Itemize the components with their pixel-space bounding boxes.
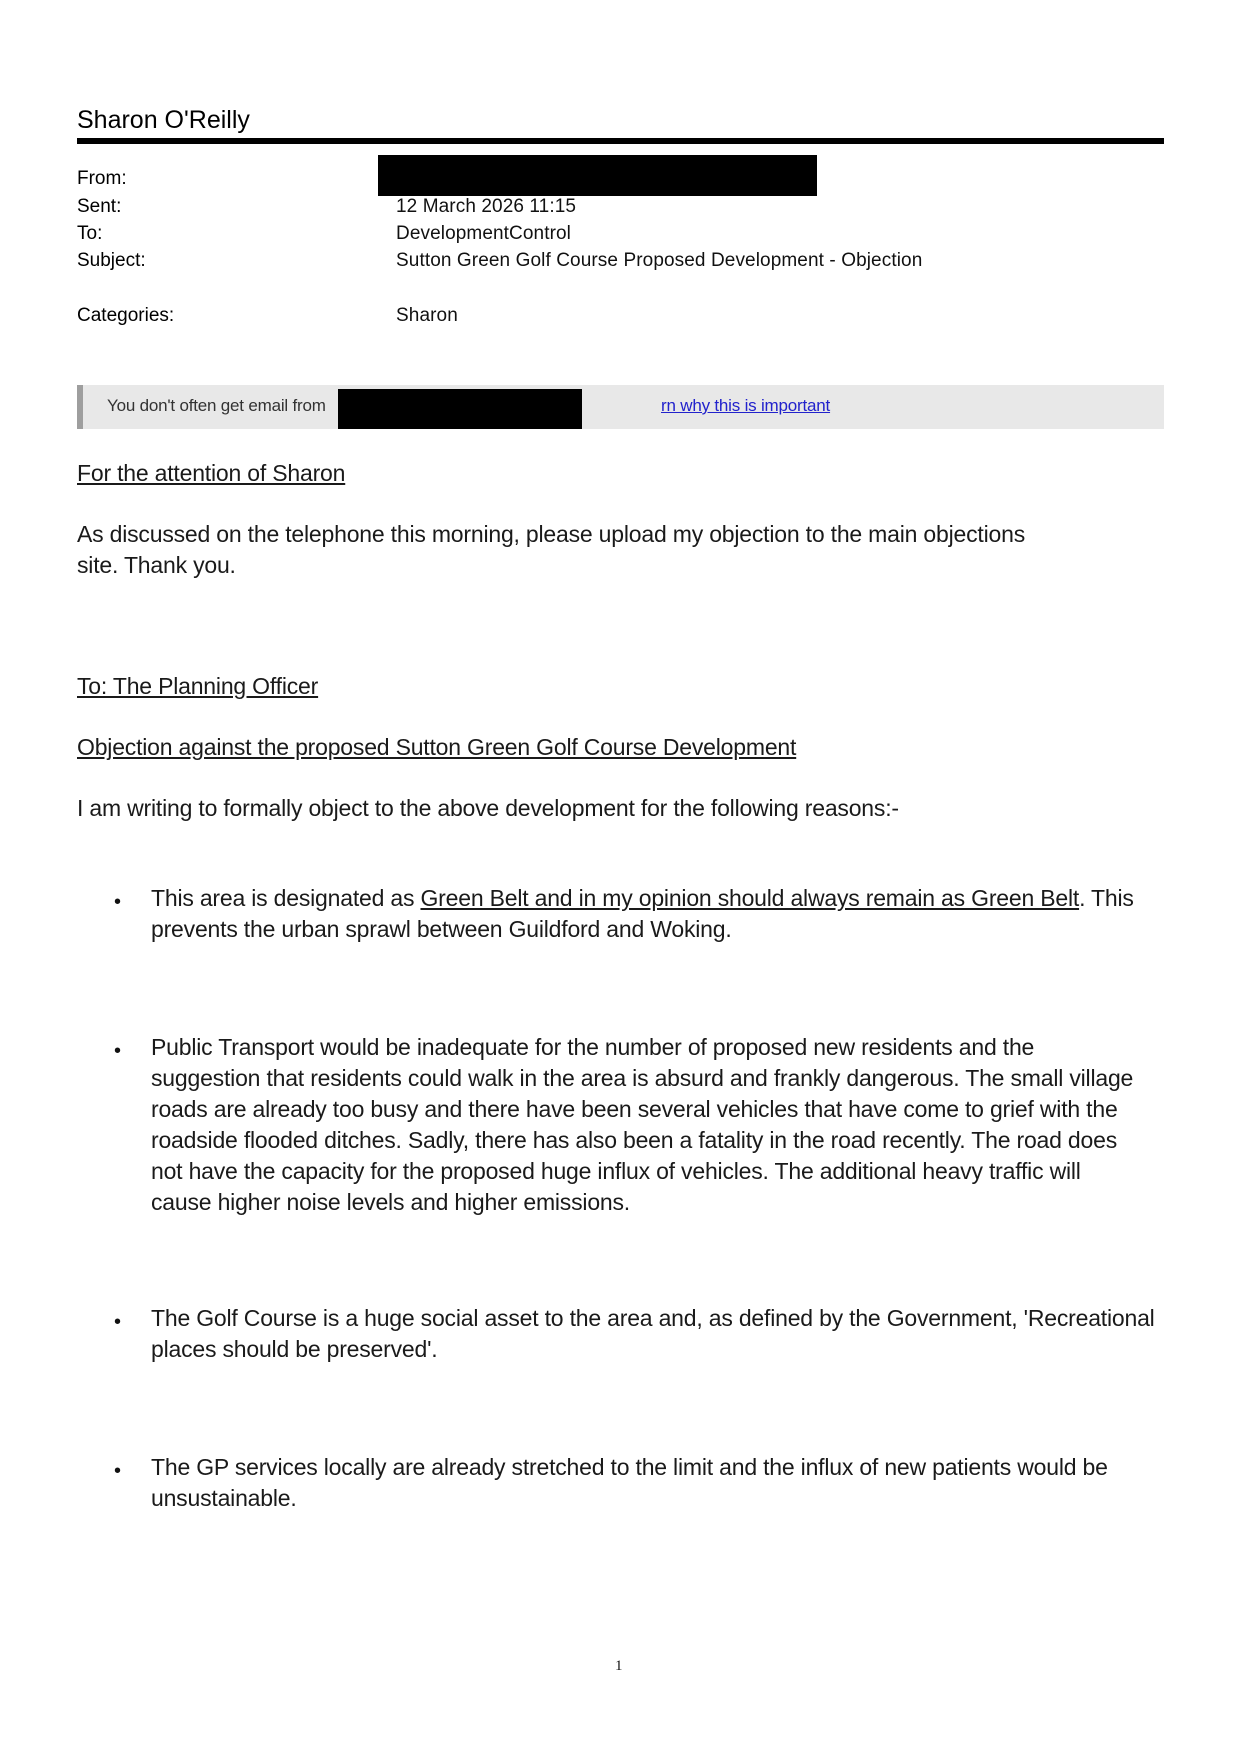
- redacted-from-address: [378, 155, 817, 196]
- bullet-2-line: roadside flooded ditches. Sadly, there has also been a fatality in the road recently. The road does: [151, 1127, 1117, 1153]
- sent-label: Sent:: [77, 196, 122, 217]
- to-value: DevelopmentControl: [396, 223, 571, 244]
- to-label: To:: [77, 223, 103, 244]
- bullet-1-underlined: Green Belt and in my opinion should always remain as Green Belt: [420, 885, 1080, 911]
- bullet-marker: •: [114, 891, 122, 913]
- external-sender-banner: [77, 385, 1164, 429]
- intro-line-1: As discussed on the telephone this morning, please upload my objection to the main objections: [77, 521, 1025, 547]
- bullet-2: [151, 1032, 1133, 1218]
- bullet-1-suffix: . This: [1079, 885, 1134, 911]
- bullet-3-line: The Golf Course is a huge social asset to the area and, as defined by the Government, 'Recreational: [151, 1305, 1155, 1331]
- redacted-banner-address: [338, 389, 582, 429]
- bullet-4-line: unsustainable.: [151, 1485, 297, 1511]
- attention-line: For the attention of Sharon: [77, 460, 346, 486]
- bullet-2-line: not have the capacity for the proposed huge influx of vehicles. The additional heavy traffic will: [151, 1158, 1081, 1184]
- bullet-2-line: Public Transport would be inadequate for the number of proposed new residents and the: [151, 1034, 1035, 1060]
- subject-label: Subject:: [77, 250, 146, 271]
- bullet-marker: •: [114, 1460, 122, 1482]
- bullet-3-line: places should be preserved'.: [151, 1336, 438, 1362]
- learn-why-link[interactable]: rn why this is important: [661, 396, 831, 415]
- intro-paragraph: [77, 519, 1025, 581]
- bullet-2-line: cause higher noise levels and higher emissions.: [151, 1189, 630, 1215]
- sent-value: 12 March 2026 11:15: [396, 196, 577, 217]
- banner-accent-bar: [77, 385, 83, 429]
- from-label: From:: [77, 168, 127, 189]
- writing-line: I am writing to formally object to the above development for the following reasons:-: [77, 795, 899, 821]
- bullet-2-line: suggestion that residents could walk in the area is absurd and frankly dangerous. The small village: [151, 1065, 1134, 1091]
- bullet-1-line-1: [151, 883, 1134, 914]
- sender-name: Sharon O'Reilly: [77, 106, 250, 134]
- objection-title: Objection against the proposed Sutton Green Golf Course Development: [77, 734, 797, 760]
- header-rule: [77, 138, 1164, 144]
- categories-label: Categories:: [77, 305, 175, 326]
- bullet-2-line: roads are already too busy and there have been several vehicles that have come to grief with the: [151, 1096, 1118, 1122]
- categories-value: Sharon: [396, 305, 458, 326]
- bullet-marker: •: [114, 1311, 122, 1333]
- bullet-3: [151, 1303, 1155, 1365]
- subject-value: Sutton Green Golf Course Proposed Development - Objection: [396, 250, 923, 271]
- bullet-4: [151, 1452, 1108, 1514]
- bullet-marker: •: [114, 1040, 122, 1062]
- bullet-1: [151, 883, 1134, 945]
- banner-text: You don't often get email from: [107, 396, 326, 415]
- bullet-1-line-2: prevents the urban sprawl between Guildford and Woking.: [151, 916, 732, 942]
- bullet-1-prefix: This area is designated as: [151, 885, 421, 911]
- to-planning-officer: To: The Planning Officer: [77, 673, 319, 699]
- page-number: 1: [615, 1658, 623, 1674]
- intro-line-2: site. Thank you.: [77, 552, 236, 578]
- bullet-4-line: The GP services locally are already stretched to the limit and the influx of new patients would be: [151, 1454, 1108, 1480]
